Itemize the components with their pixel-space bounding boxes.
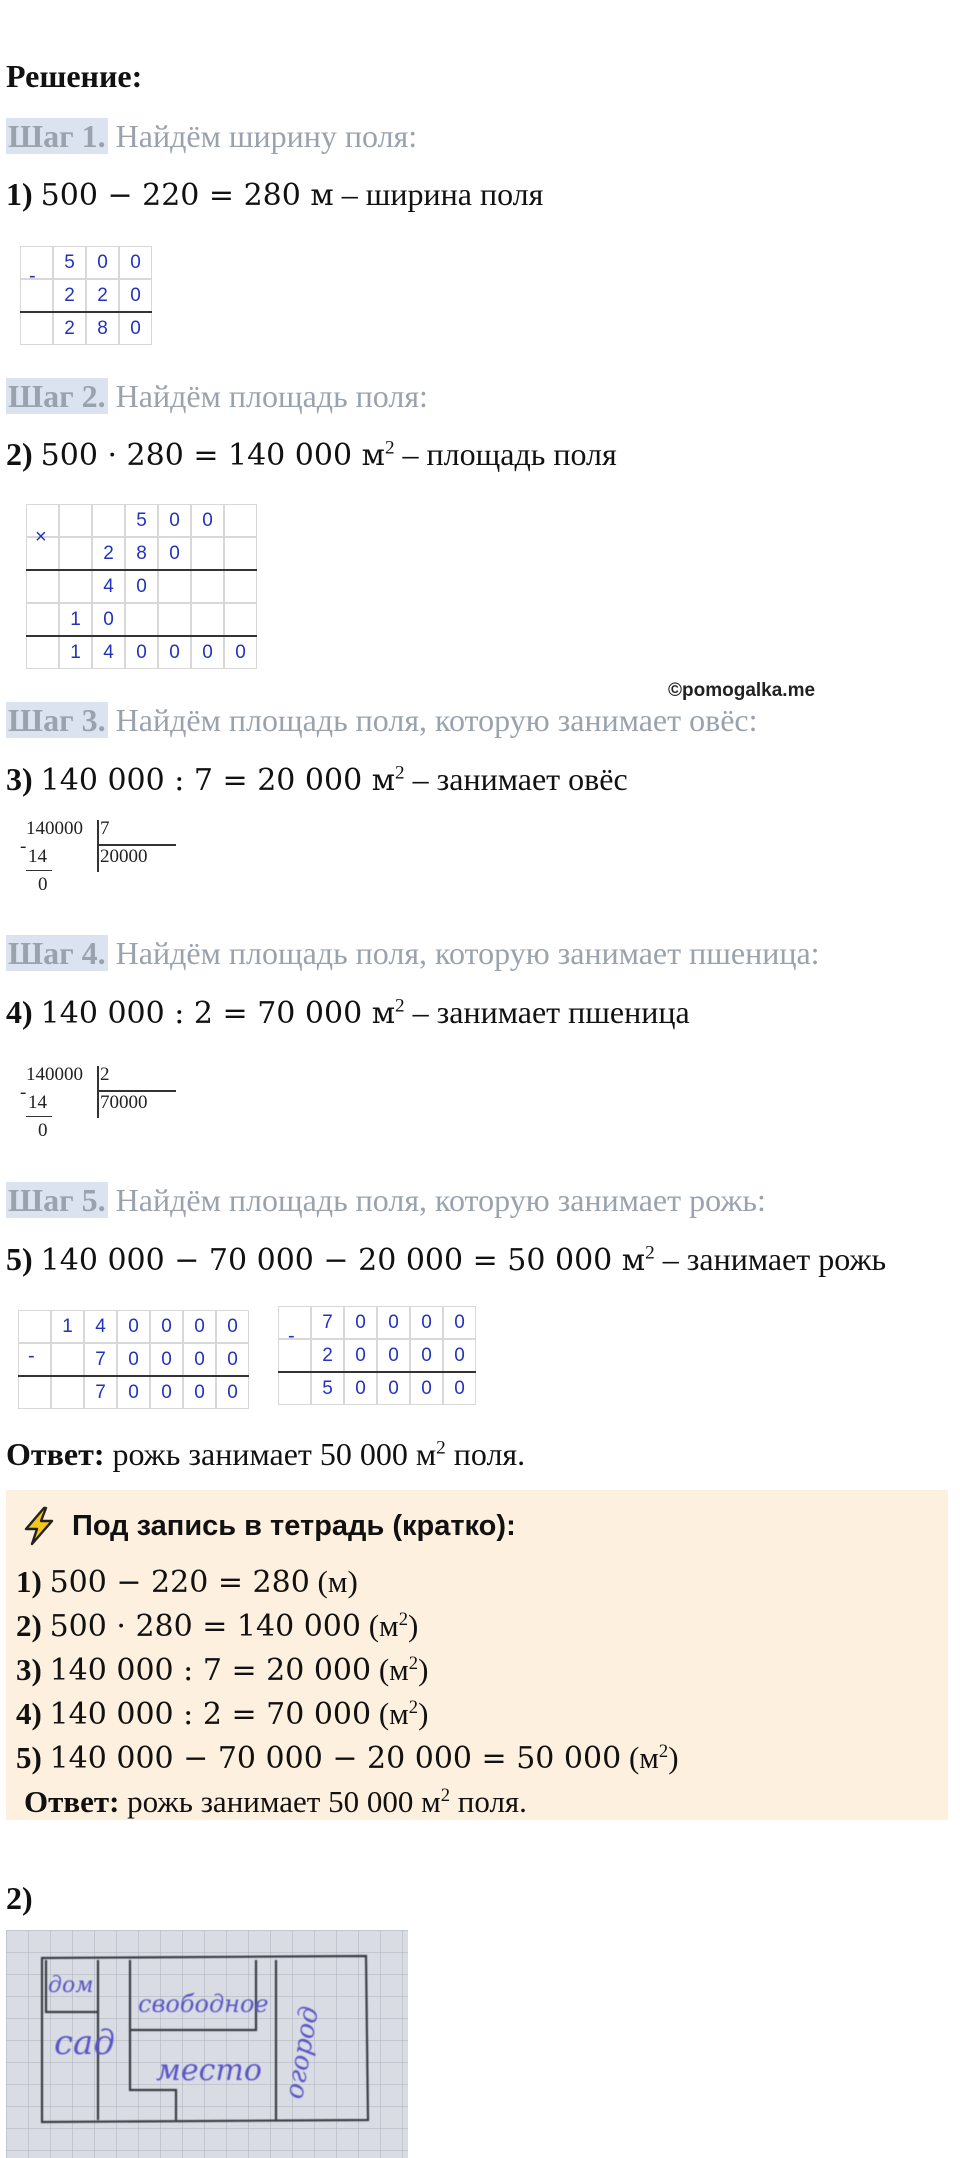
operation-sign: - [28,1345,35,1367]
line-num: 2) [16,1608,42,1643]
notebook-line-2: 2) 500 · 280 = 140 000 $(м^2)$ [16,1608,419,1644]
part-2-label: 2) [6,1880,33,1916]
notebook-answer [16,1780,679,1823]
answer-label: Ответ: [24,1784,120,1819]
digit-cell: 2 [53,279,86,312]
blank-cell [20,279,53,312]
digit-cell: 0 [183,1310,216,1343]
step-1-header [6,116,417,156]
step-5-calc [6,1239,886,1281]
step-3-calc [6,759,628,801]
answer-text: рожь занимает 50 000 м [112,1436,437,1472]
answer-text: рожь занимает 50 000 м [127,1784,441,1819]
step-5-expr: 140 000 − 70 000 − 20 000 = 50 000 м [40,1243,646,1278]
digit-cell: 0 [224,636,257,669]
digit-cell [158,603,191,636]
result-line [26,635,257,637]
line-expr: 140 000 : 7 = 20 000 [49,1653,372,1688]
notebook-lines [16,1560,679,1823]
step-4-sup: 2 [395,995,405,1017]
digit-cell: 0 [119,279,152,312]
line-num: 4) [16,1696,42,1731]
digit-cell [59,570,92,603]
line-unit: (м [368,1608,399,1643]
step-4-tail: – занимает пшеница [412,994,690,1030]
digit-cell: 0 [216,1376,249,1409]
digit-cell: 0 [150,1376,183,1409]
line-expr: 140 000 : 2 = 70 000 [49,1697,372,1732]
line-sup: 2 [658,1740,669,1762]
digit-cell: 0 [158,504,191,537]
digit-cell: 0 [86,246,119,279]
quotient: 70000 [100,1092,148,1113]
notebook-line-4: 4) 140 000 : 2 = 70 000 $(м^2)$ [16,1696,429,1732]
digit-cell: 0 [216,1310,249,1343]
blank-cell [20,312,53,345]
notebook-title-colon: : [506,1509,516,1542]
watermark: ©pomogalka.me [668,680,816,701]
line-num: 3) [16,1652,42,1687]
digit-cell [278,1372,311,1405]
digit-cell: 2 [53,312,86,345]
digit-cell [224,603,257,636]
notebook-line-5: 5) 140 000 − 70 000 − 20 000 = 50 000 $(м^2)$ [16,1740,679,1776]
answer-tail: поля. [457,1784,527,1819]
remainder: 0 [38,874,48,895]
digit-cell [224,537,257,570]
step-5-header [6,1180,766,1220]
digit-cell: 0 [119,312,152,345]
step-5-sup: 2 [645,1242,655,1264]
digit-cell: 0 [125,636,158,669]
digit-cell: 0 [344,1339,377,1372]
digit-cell: 7 [84,1376,117,1409]
answer-label: Ответ: [6,1436,105,1472]
notebook-header [18,1506,516,1546]
remainder: 0 [38,1120,48,1141]
line-sup: 2 [408,1652,419,1674]
long-division-7 [20,818,170,900]
digit-cell [224,504,257,537]
digit-cell [92,504,125,537]
digit-cell: 1 [51,1310,84,1343]
step-4-tag: Шаг 4. [8,935,106,971]
step-5-text: Найдём площадь поля, которую занимает рожь: [115,1182,766,1218]
line-sup: 2 [408,1696,419,1718]
digit-cell: 0 [183,1343,216,1376]
result-line [278,1371,476,1373]
line-sup: 2 [398,1608,408,1630]
digit-cell: 0 [344,1306,377,1339]
operation-sign: - [29,264,36,287]
digit-cell: 5 [125,504,158,537]
step-2-tag: Шаг 2. [8,378,106,414]
digit-cell: 5 [53,246,86,279]
digit-cell: 2 [311,1339,344,1372]
notebook-line-3: 3) 140 000 : 7 = 20 000 $(м^2)$ [16,1652,429,1688]
photo-word-svobodnoe: свободное [138,1990,269,2018]
digit-cell: 0 [150,1343,183,1376]
handwritten-plan-photo [6,1930,408,2158]
step-2-expr: 500 · 280 = 140 000 м [40,438,385,473]
divisor: 2 [100,1064,110,1085]
line-unit: (м [628,1740,659,1775]
answer-line [6,1434,525,1474]
answer-tail: поля. [453,1436,526,1472]
step-3-header [6,700,758,740]
digit-cell: 8 [86,312,119,345]
photo-word-dom: дом [48,1973,94,1998]
digit-cell [51,1343,84,1376]
digit-cell [18,1376,51,1409]
answer-sup: 2 [440,1784,451,1806]
digit-cell: 0 [191,504,224,537]
step-3-tag: Шаг 3. [8,702,106,738]
result-line [18,1375,249,1377]
blank-cell [26,570,59,603]
step-3-num: 3) [6,761,33,797]
solution-heading: Решение: [6,58,143,94]
digit-cell: 0 [216,1343,249,1376]
step-2-tail: – площадь поля [402,436,617,472]
step-1-expr: 500 − 220 = 280 м [40,178,334,213]
line-unit: (м [378,1652,409,1687]
digit-cell: 0 [183,1376,216,1409]
divisor: 7 [100,818,110,839]
quotient: 20000 [100,846,148,867]
step-5-num: 5) [6,1241,33,1277]
line-expr: 140 000 − 70 000 − 20 000 = 50 000 [49,1741,622,1776]
digit-cell [191,603,224,636]
step-1-tail: – ширина поля [341,176,544,212]
line-unit: (м [378,1696,409,1731]
digit-cell: 0 [191,636,224,669]
line-expr: 500 · 280 = 140 000 [49,1609,361,1644]
digit-cell: 0 [117,1310,150,1343]
step-5-tag: Шаг 5. [8,1182,106,1218]
photo-word-sad: сад [54,2023,115,2063]
notebook-summary-box [6,1490,948,1820]
step-2-text: Найдём площадь поля: [115,378,428,414]
digit-cell: 1 [59,636,92,669]
step-2-header [6,376,428,416]
digit-cell: 0 [410,1306,443,1339]
partial-product: 14 [28,846,47,867]
line-unit: (м) [317,1564,358,1599]
operation-sign: - [288,1324,295,1347]
digit-cell: 0 [377,1339,410,1372]
digit-cell [18,1310,51,1343]
digit-cell: 0 [443,1306,476,1339]
digit-cell: 0 [158,537,191,570]
digit-cell [59,504,92,537]
blank-cell [20,246,53,279]
digit-cell: 0 [117,1376,150,1409]
digit-cell [51,1376,84,1409]
digit-cell: 0 [377,1306,410,1339]
step-2-num: 2) [6,436,33,472]
digit-cell: 0 [92,603,125,636]
digit-cell [125,603,158,636]
step-3-sup: 2 [395,762,405,784]
line-num: 5) [16,1740,42,1775]
blank-cell [26,603,59,636]
partial-product: 14 [28,1092,47,1113]
digit-cell: 4 [92,570,125,603]
digit-cell: 7 [84,1343,117,1376]
blank-cell [26,636,59,669]
step-1-tag: Шаг 1. [8,118,106,154]
step-4-expr: 140 000 : 2 = 70 000 м [40,996,396,1031]
digit-cell [158,570,191,603]
step-4-num: 4) [6,994,33,1030]
digit-cell: 2 [92,537,125,570]
digit-cell: 0 [443,1339,476,1372]
photo-word-mesto: место [156,2053,262,2088]
digit-cell: 0 [377,1372,410,1405]
digit-cell: 7 [311,1306,344,1339]
digit-cell: 0 [150,1310,183,1343]
digit-cell: 0 [410,1372,443,1405]
notebook-title: Под запись в тетрадь (кратко) [72,1509,507,1542]
operation-sign: × [35,525,47,548]
digit-cell [191,570,224,603]
result-line [26,569,257,571]
digit-cell: 8 [125,537,158,570]
digit-cell: 0 [119,246,152,279]
answer-sup: 2 [436,1437,446,1459]
digit-cell: 0 [443,1372,476,1405]
digit-cell: 0 [410,1339,443,1372]
digit-cell [59,537,92,570]
dividend: 140000 [26,1064,83,1085]
step-3-tail: – занимает овёс [412,761,628,797]
digit-cell: 2 [86,279,119,312]
digit-cell: 0 [344,1372,377,1405]
step-2-sup: 2 [384,437,395,459]
digit-cell: 0 [125,570,158,603]
long-division-2 [20,1064,170,1146]
line-expr: 500 − 220 = 280 [49,1565,310,1600]
step-2-calc [6,434,617,476]
digit-cell: 4 [92,636,125,669]
step-4-header [6,933,820,973]
minus-sign: - [20,1082,27,1103]
result-line [20,311,152,313]
step-4-calc [6,992,690,1034]
photo-word-ogorod: огород [279,2004,326,2102]
digit-cell: 5 [311,1372,344,1405]
digit-cell: 0 [117,1343,150,1376]
notebook-line-1 [16,1560,679,1604]
step-5-tail: – занимает рожь [662,1241,887,1277]
step-1-calc [6,174,543,216]
step-4-text: Найдём площадь поля, которую занимает пшеница: [115,935,820,971]
line-num: 1) [16,1564,42,1599]
digit-cell: 4 [84,1310,117,1343]
step-1-text: Найдём ширину поля: [115,118,418,154]
digit-cell [191,537,224,570]
dividend: 140000 [26,818,83,839]
digit-cell: 0 [158,636,191,669]
digit-cell [224,570,257,603]
step-1-num: 1) [6,176,33,212]
minus-sign: - [20,836,27,857]
step-3-text: Найдём площадь поля, которую занимает овёс: [115,702,758,738]
digit-cell: 1 [59,603,92,636]
lightning-icon [18,1506,60,1546]
step-3-expr: 140 000 : 7 = 20 000 м [40,763,396,798]
